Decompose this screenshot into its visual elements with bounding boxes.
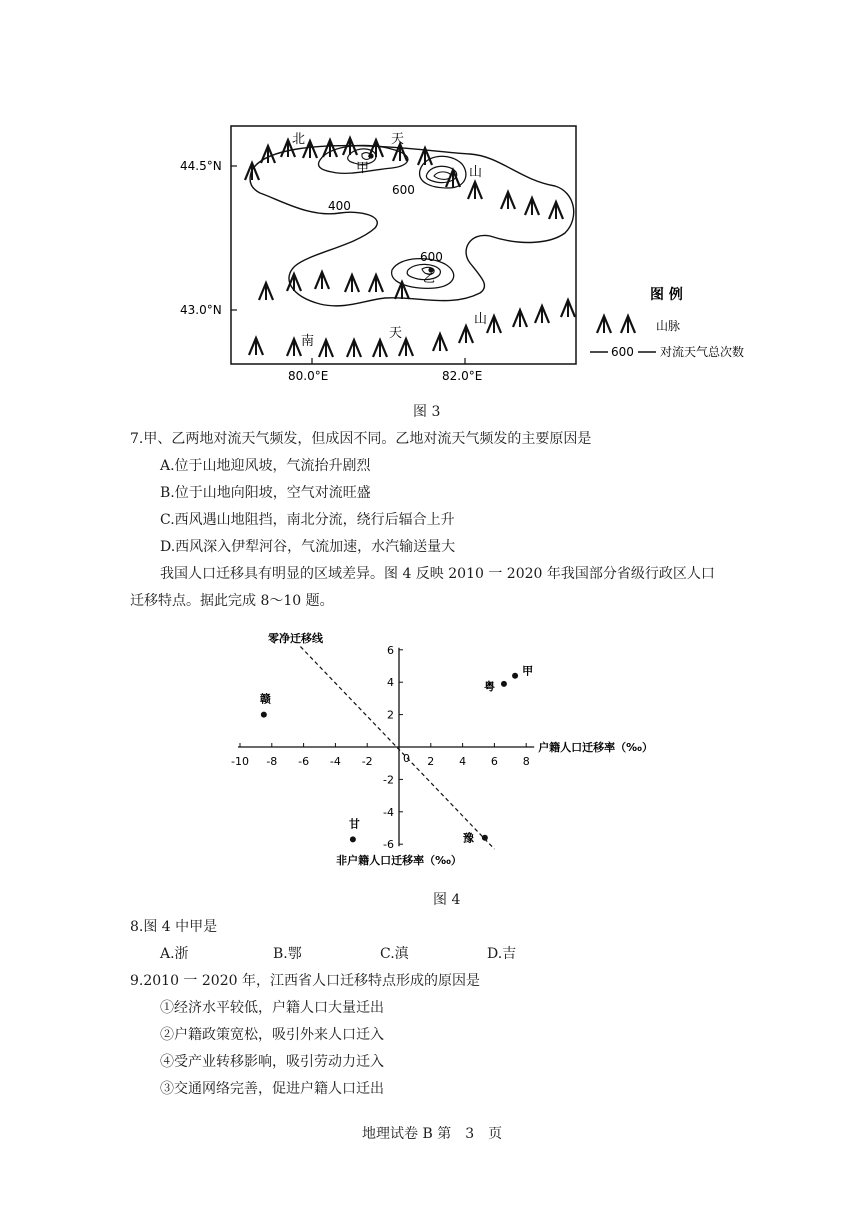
label-jia: 甲	[356, 161, 370, 176]
label-nan: 南	[301, 334, 315, 349]
data-point-label: 豫	[462, 831, 474, 845]
x-tick-label: -4	[329, 755, 341, 768]
data-point-label: 赣	[259, 692, 271, 706]
legend-title: 图 例	[650, 287, 683, 303]
q9-stem: 9.2010 一 2020 年，江西省人口迁移特点形成的原因是	[130, 973, 480, 989]
legend-line-label: 对流天气总次数	[660, 345, 745, 359]
x-tick-label: -6	[298, 755, 310, 768]
x-tick-label: 2	[427, 755, 435, 768]
reference-line-label: 零净迁移线	[268, 632, 323, 645]
contour-label-600-north: 600	[392, 183, 415, 197]
zero-net-migration-line	[300, 647, 494, 850]
legend-mountain-icon	[597, 316, 635, 333]
q7-option-d: D.西风深入伊犁河谷，气流加速，水汽输送量大	[160, 539, 456, 555]
y-axis-label: 非户籍人口迁移率（‰）	[336, 854, 462, 868]
q9-item-4: ④受产业转移影响，吸引劳动力迁入	[160, 1054, 384, 1070]
mountain-symbols-south	[249, 300, 575, 357]
origin-label: 0	[403, 752, 410, 765]
data-point	[501, 681, 507, 687]
q7-option-b: B.位于山地向阳坡，空气对流旺盛	[160, 485, 371, 501]
q9-item-1: ①经济水平较低，户籍人口大量迁出	[160, 1000, 384, 1016]
q7-option-a: A.位于山地迎风坡，气流抬升剧烈	[160, 458, 371, 474]
data-point-label: 粤	[483, 679, 495, 693]
q8-stem: 8.图 4 中甲是	[130, 919, 218, 935]
lat-label-north: 44.5°N	[180, 159, 222, 173]
figure3-map	[170, 118, 790, 388]
x-tick-label: 4	[459, 755, 467, 768]
figure4-caption: 图 4	[433, 892, 461, 908]
data-point-label: 甘	[348, 817, 360, 831]
lat-label-south: 43.0°N	[180, 303, 222, 317]
x-tick-label: 8	[522, 755, 530, 768]
figure4-chart	[220, 630, 654, 875]
q8-option-d: D.吉	[487, 946, 517, 962]
y-tick-label: 2	[387, 708, 394, 722]
label-tian-south: 天	[389, 326, 403, 341]
data-point	[261, 712, 267, 718]
mountain-symbols-north	[245, 138, 563, 300]
x-tick-label: 6	[490, 755, 498, 768]
figure3-caption: 图 3	[413, 404, 441, 420]
label-yi: 乙	[423, 271, 436, 285]
intro-line-1: 我国人口迁移具有明显的区域差异。图 4 反映 2010 一 2020 年我国部分省级行政区人口	[160, 566, 715, 582]
x-axis-label: 户籍人口迁移率（‰）	[538, 741, 654, 754]
q7-option-c: C.西风遇山地阻挡，南北分流，绕行后辐合上升	[160, 512, 455, 528]
page-footer: 地理试卷 B 第 3 页	[362, 1126, 503, 1142]
q9-item-3: ③交通网络完善，促进户籍人口迁出	[160, 1081, 384, 1097]
contour-label-600-south: 600	[420, 250, 443, 264]
lon-label-80: 80.0°E	[288, 369, 329, 383]
y-tick-label: -4	[383, 805, 394, 819]
data-point	[482, 835, 488, 841]
x-tick-label: -10	[231, 755, 249, 768]
data-point-label: 甲	[522, 664, 534, 678]
y-tick-label: -2	[383, 773, 394, 787]
data-point	[350, 836, 356, 842]
label-shan-south: 山	[474, 312, 488, 327]
q9-item-2: ②户籍政策宽松，吸引外来人口迁入	[160, 1027, 384, 1043]
q7-stem: 7.甲、乙两地对流天气频发，但成因不同。乙地对流天气频发的主要原因是	[130, 431, 592, 447]
lon-label-82: 82.0°E	[442, 369, 483, 383]
label-bei: 北	[292, 132, 306, 147]
q8-option-b: B.鄂	[273, 946, 302, 962]
legend-line-value: 600	[611, 345, 634, 359]
label-shan-north: 山	[469, 165, 483, 180]
y-tick-label: -6	[383, 838, 394, 852]
x-tick-label: -2	[361, 755, 373, 768]
contour-400	[250, 146, 574, 306]
q8-option-a: A.浙	[160, 946, 189, 962]
x-tick-label: -8	[266, 755, 278, 768]
y-tick-label: 6	[387, 643, 394, 657]
data-point	[512, 673, 518, 679]
intro-line-2: 迁移特点。据此完成 8～10 题。	[130, 593, 334, 609]
legend-mountain-label: 山脉	[656, 319, 681, 333]
y-tick-label: 4	[387, 676, 394, 690]
label-tian-north: 天	[391, 132, 405, 147]
q8-option-c: C.滇	[380, 946, 409, 962]
contour-label-400: 400	[328, 199, 351, 213]
